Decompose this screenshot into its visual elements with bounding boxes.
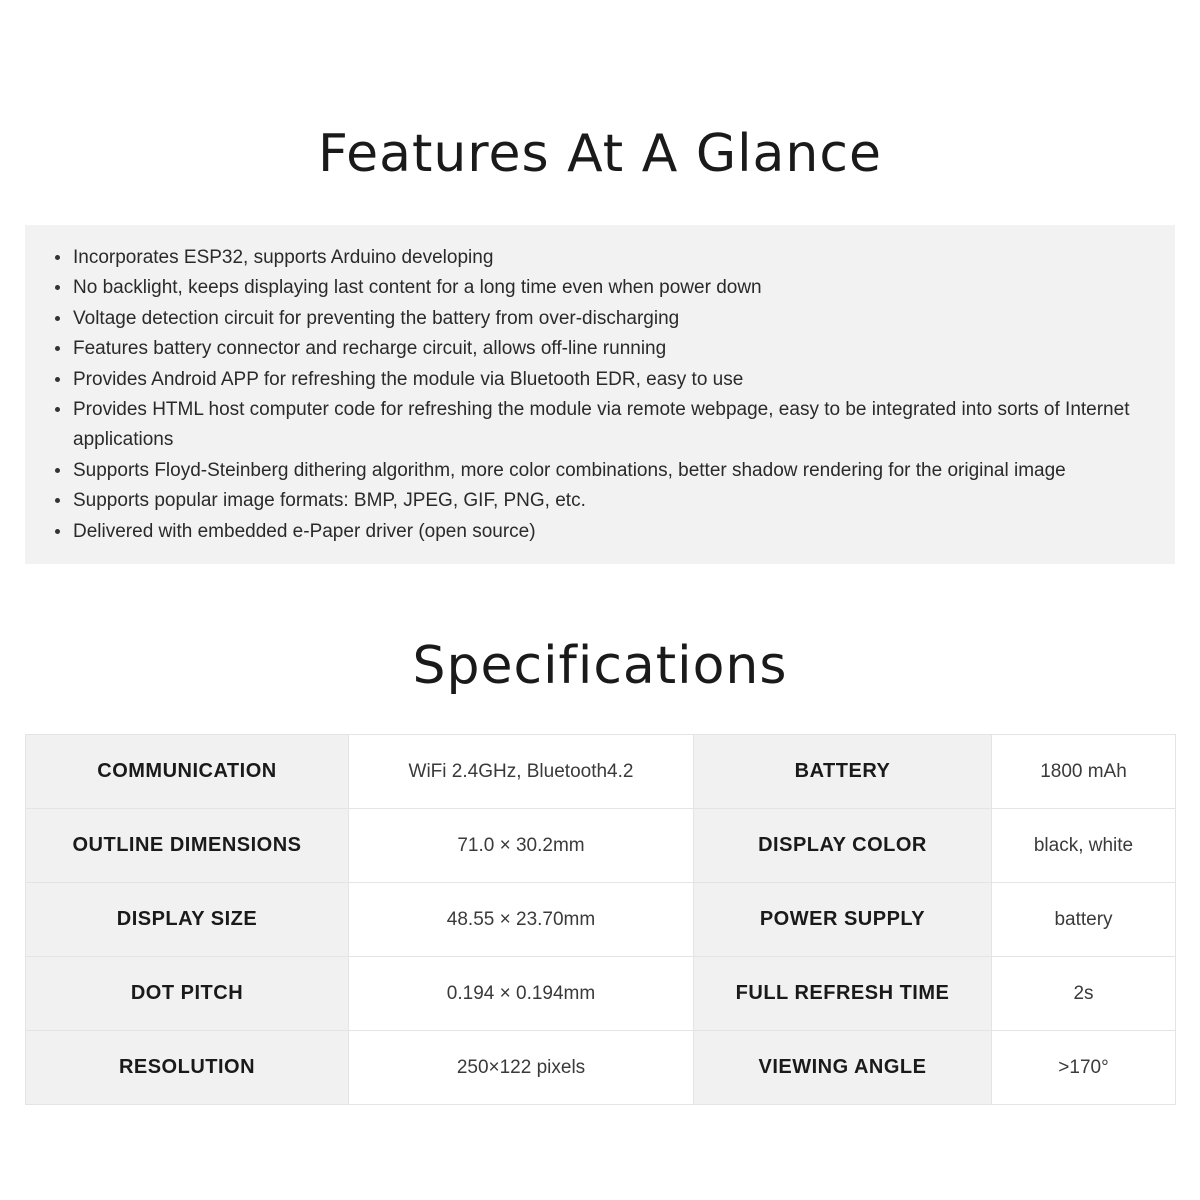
feature-item: Provides HTML host computer code for refreshing the module via remote webpage, easy to be integrated into sorts of Internet applications [73, 395, 1155, 456]
feature-item: Supports popular image formats: BMP, JPEG, GIF, PNG, etc. [73, 486, 1155, 516]
feature-item: Features battery connector and recharge circuit, allows off-line running [73, 334, 1155, 364]
spec-label-display-size: DISPLAY SIZE [26, 883, 349, 957]
spec-value-outline-dimensions: 71.0 × 30.2mm [349, 809, 694, 883]
features-list [73, 243, 1155, 547]
feature-item: Delivered with embedded e-Paper driver (open source) [73, 517, 1155, 547]
spec-value-display-color: black, white [992, 809, 1176, 883]
table-row [26, 735, 1176, 809]
spec-label-battery: BATTERY [694, 735, 992, 809]
table-row [26, 809, 1176, 883]
spec-value-dot-pitch: 0.194 × 0.194mm [349, 957, 694, 1031]
spec-value-resolution: 250×122 pixels [349, 1031, 694, 1105]
features-title: Features At A Glance [318, 124, 882, 184]
feature-item: Voltage detection circuit for preventing the battery from over-discharging [73, 304, 1155, 334]
spec-label-resolution: RESOLUTION [26, 1031, 349, 1105]
table-row [26, 1031, 1176, 1105]
features-panel [25, 225, 1175, 564]
spec-value-communication: WiFi 2.4GHz, Bluetooth4.2 [349, 735, 694, 809]
feature-item: Provides Android APP for refreshing the module via Bluetooth EDR, easy to use [73, 365, 1155, 395]
feature-item: No backlight, keeps displaying last content for a long time even when power down [73, 273, 1155, 303]
table-row [26, 883, 1176, 957]
specifications-title: Specifications [412, 636, 788, 696]
spec-label-display-color: DISPLAY COLOR [694, 809, 992, 883]
feature-item: Incorporates ESP32, supports Arduino developing [73, 243, 1155, 273]
spec-label-full-refresh-time: FULL REFRESH TIME [694, 957, 992, 1031]
spec-label-communication: COMMUNICATION [26, 735, 349, 809]
spec-label-power-supply: POWER SUPPLY [694, 883, 992, 957]
feature-item: Supports Floyd-Steinberg dithering algorithm, more color combinations, better shadow rendering for the original image [73, 456, 1155, 486]
spec-value-power-supply: battery [992, 883, 1176, 957]
spec-label-viewing-angle: VIEWING ANGLE [694, 1031, 992, 1105]
spec-label-outline-dimensions: OUTLINE DIMENSIONS [26, 809, 349, 883]
spec-value-full-refresh-time: 2s [992, 957, 1176, 1031]
spec-value-battery: 1800 mAh [992, 735, 1176, 809]
specifications-table [25, 734, 1176, 1105]
spec-label-dot-pitch: DOT PITCH [26, 957, 349, 1031]
spec-value-viewing-angle: >170° [992, 1031, 1176, 1105]
spec-value-display-size: 48.55 × 23.70mm [349, 883, 694, 957]
table-row [26, 957, 1176, 1031]
